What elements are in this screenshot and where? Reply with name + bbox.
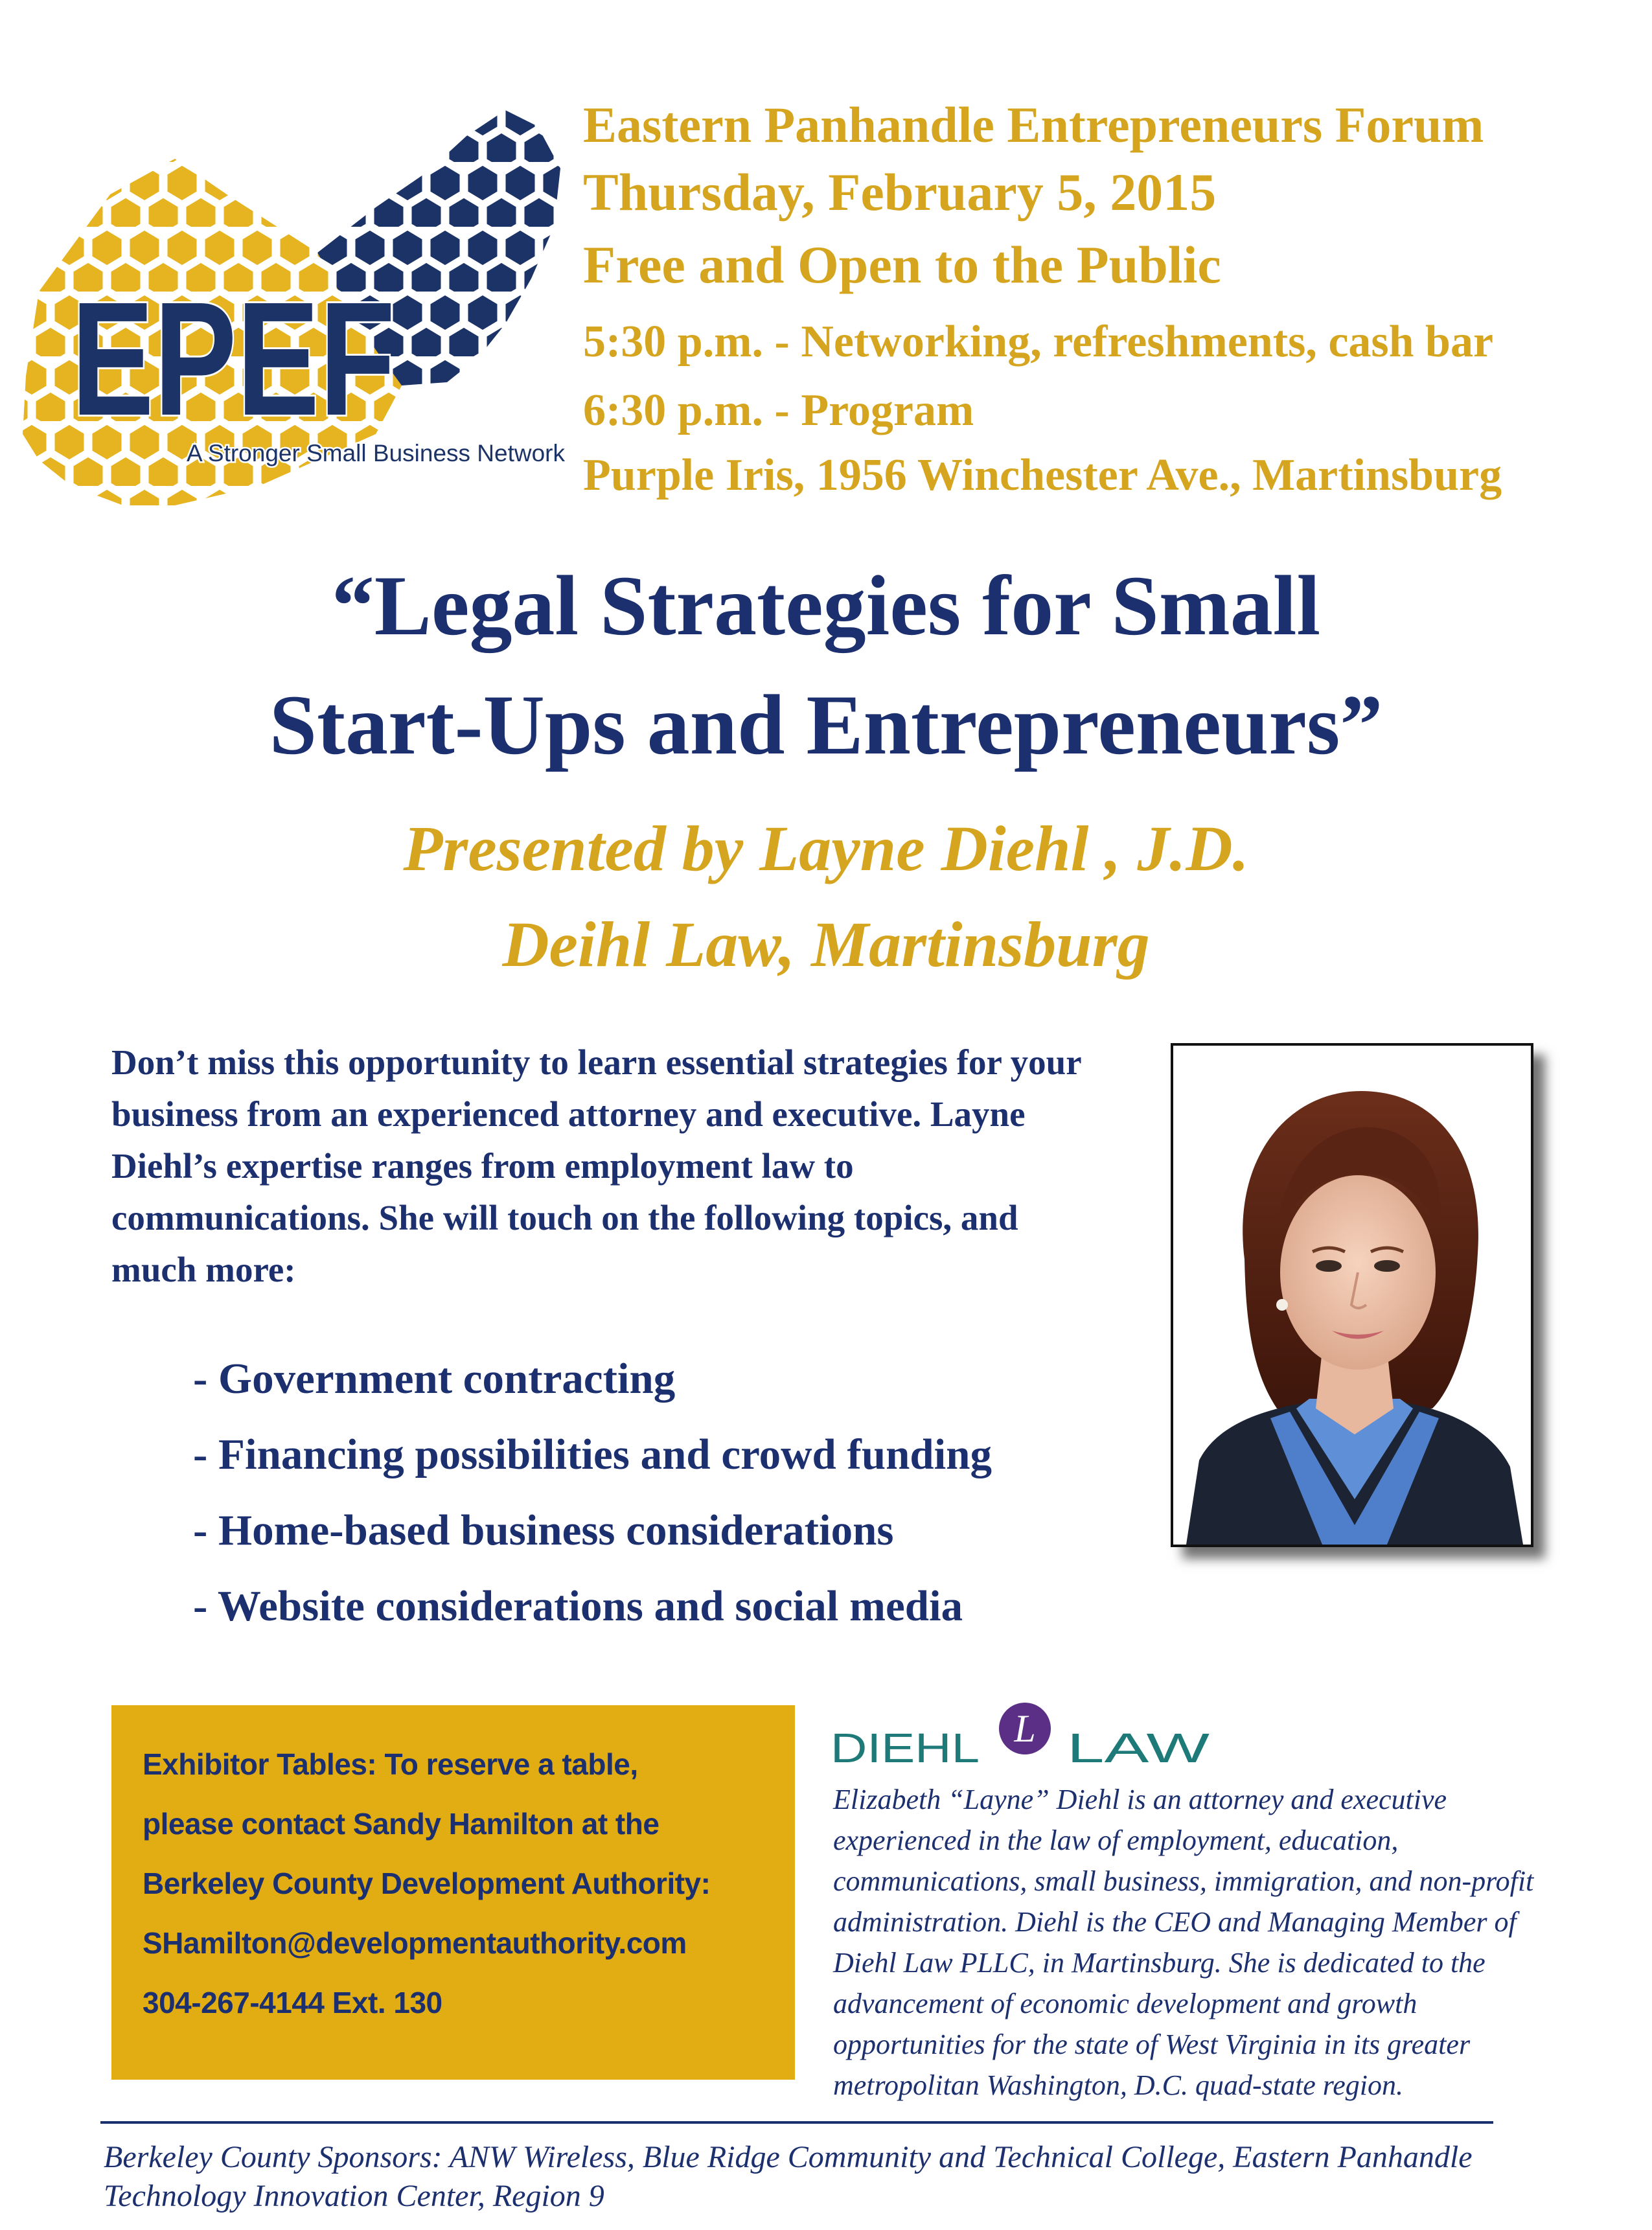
epef-acronym: EPEF	[71, 268, 395, 449]
event-title-line-1: “Legal Strategies for Small	[331, 558, 1321, 653]
topics-list	[193, 1354, 992, 1657]
diehl-emblem-letter: L	[1014, 1707, 1036, 1750]
exhibitor-line: please contact Sandy Hamilton at the	[143, 1807, 660, 1841]
exhibitor-line: Berkeley County Development Authority:	[143, 1867, 711, 1900]
exhibitor-line: Exhibitor Tables: To reserve a table,	[143, 1747, 638, 1781]
presenter-firm: Deihl Law, Martinsburg	[502, 908, 1150, 980]
presenter-name: Presented by Layne Diehl , J.D.	[403, 812, 1249, 884]
exhibitor-info-box	[111, 1705, 795, 2080]
intro-paragraph: Don’t miss this opportunity to learn essential strategies for your business from an experienced attorney and executive. Layne Diehl’s expertise ranges from employment law to communications. She will touch on the following topics, and much more:	[111, 1042, 1081, 1289]
forum-name: Eastern Panhandle Entrepreneurs Forum	[583, 97, 1484, 153]
event-location: Purple Iris, 1956 Winchester Ave., Martinsburg	[583, 450, 1502, 500]
portrait-image	[1173, 1046, 1531, 1545]
topic-item: - Website considerations and social media	[193, 1582, 963, 1630]
diehl-logo-left-word: DIEHL	[831, 1725, 980, 1771]
presenter-bio: Elizabeth “Layne” Diehl is an attorney and executive experienced in the law of employment, education, communications, small business, immigration, and non-profit administration. Diehl is the CEO and Managing Member of Diehl Law PLLC, in Martinsburg. She is dedicated to the advancement of economic development and growth opportunities for the state of West Virginia in its greater metropolitan Washington, D.C. quad-state region.	[833, 1784, 1534, 2101]
diehl-law-logo	[831, 1699, 1213, 1771]
event-title-line-2: Start-Ups and Entrepreneurs”	[269, 677, 1383, 772]
sponsors-text: Berkeley County Sponsors: ANW Wireless, Blue Ridge Community and Technical College, Eastern Panhandle Technology Innovation Center, Region 9	[104, 2140, 1473, 2213]
exhibitor-phone: 304-267-4144 Ext. 130	[143, 1986, 442, 2019]
exhibitor-email: SHamilton@developmentauthority.com	[143, 1926, 687, 1960]
epef-map-graphic	[13, 97, 570, 512]
schedule-networking: 5:30 p.m. - Networking, refreshments, cash bar	[583, 317, 1494, 367]
epef-tagline: A Stronger Small Business Network	[186, 440, 566, 466]
footer-divider	[100, 2121, 1493, 2124]
schedule-program: 6:30 p.m. - Program	[583, 385, 974, 435]
topic-item: - Financing possibilities and crowd funding	[193, 1431, 992, 1478]
event-date: Thursday, February 5, 2015	[583, 163, 1217, 222]
epef-logo	[13, 97, 570, 512]
diehl-law-logo-graphic	[831, 1699, 1213, 1771]
presenter-photo	[1171, 1043, 1533, 1547]
diehl-logo-right-word: LAW	[1067, 1725, 1210, 1771]
topic-item: - Government contracting	[193, 1355, 676, 1403]
admission-info: Free and Open to the Public	[583, 235, 1221, 294]
topic-item: - Home-based business considerations	[193, 1506, 894, 1554]
